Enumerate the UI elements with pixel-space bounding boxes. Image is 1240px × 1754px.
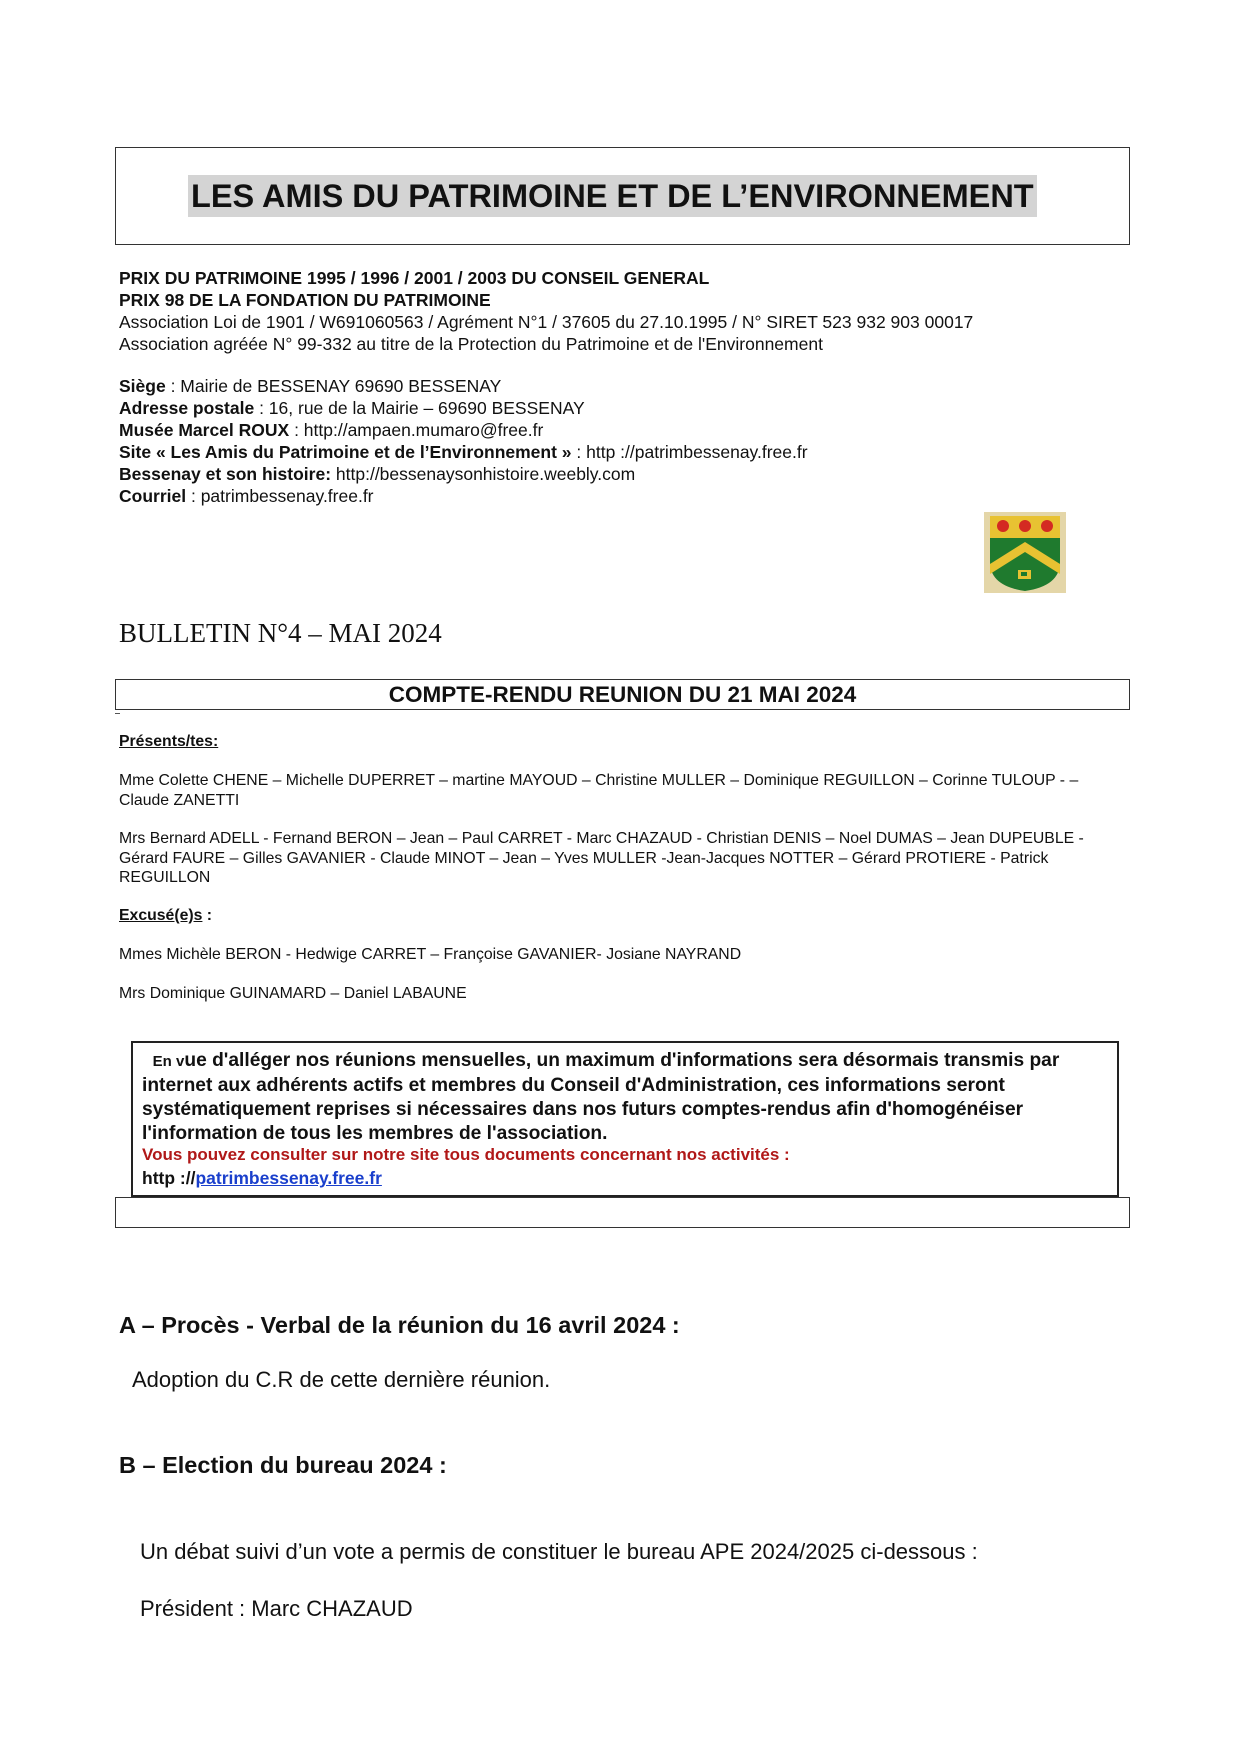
- divider: [115, 713, 120, 714]
- report-title: COMPTE-RENDU REUNION DU 21 MAI 2024: [388, 682, 857, 707]
- contact-value: http ://patrimbessenay.free.fr: [586, 442, 808, 462]
- contact-siege: [119, 375, 501, 397]
- contact-value: http://bessenaysonhistoire.weebly.com: [335, 464, 636, 484]
- excused-heading: [119, 906, 1129, 926]
- coat-of-arms-icon: [984, 512, 1066, 593]
- excused-heading-text: Excusé(e)s: [119, 907, 203, 924]
- contact-postal-address: [119, 397, 585, 419]
- page-title: LES AMIS DU PATRIMOINE ET DE L’ENVIRONNEMENT: [188, 175, 1037, 217]
- notice-link-line: [142, 1167, 382, 1189]
- contact-sep: :: [254, 398, 269, 418]
- present-men: Mrs Bernard ADELL - Fernand BERON – Jean – Paul CARRET - Marc CHAZAUD - Christian DENIS – Noel DUMAS – Jean DUPEUBLE - Gérard FAURE – Gilles GAVANIER - Claude MINOT – Jean – Yves MULLER -Jean-Jacques NOTTER – Gérard PROTIERE - Patrick REGUILLON: [119, 830, 1084, 886]
- report-title-box: [115, 679, 1130, 710]
- empty-box: [115, 1197, 1130, 1228]
- section-b-heading: B – Election du bureau 2024 :: [119, 1452, 447, 1478]
- contact-label: Siège: [119, 376, 166, 396]
- contact-sep: :: [289, 420, 304, 440]
- contact-sep: :: [571, 442, 587, 462]
- contact-label: Musée Marcel ROUX: [119, 420, 290, 440]
- contact-sep: :: [165, 376, 181, 396]
- site-link[interactable]: patrimbessenay.free.fr: [195, 1168, 382, 1188]
- contact-value: Mairie de BESSENAY 69690 BESSENAY: [180, 376, 502, 396]
- law-registration-line: Association Loi de 1901 / W691060563 / Agrément N°1 / 37605 du 27.10.1995 / N° SIRET 523 932 903 00017: [119, 312, 974, 332]
- title-box: [115, 147, 1130, 245]
- contact-history-site: [119, 463, 635, 485]
- prize-line-1: PRIX DU PATRIMOINE 1995 / 1996 / 2001 / 2003 DU CONSEIL GENERAL: [119, 268, 710, 288]
- contact-museum: [119, 419, 543, 441]
- contact-value: http://ampaen.mumaro@free.fr: [303, 420, 544, 440]
- contact-label: Site « Les Amis du Patrimoine et de l’Environnement »: [119, 442, 572, 462]
- section-a-heading: A – Procès - Verbal de la réunion du 16 avril 2024 :: [119, 1312, 680, 1338]
- present-women: Mme Colette CHENE – Michelle DUPERRET – martine MAYOUD – Christine MULLER – Dominique REGUILLON – Corinne TULOUP - – Claude ZANETTI: [119, 772, 1079, 809]
- contact-sep: :: [186, 486, 201, 506]
- contact-label: Adresse postale: [119, 398, 255, 418]
- notice-box: [131, 1041, 1119, 1197]
- section-a-text: Adoption du C.R de cette dernière réunion.: [132, 1367, 551, 1392]
- notice-body: ue d'alléger nos réunions mensuelles, un maximum d'informations sera désormais transmis par internet aux adhérents actifs et membres du Conseil d'Administration, ces informations seront systématiquement reprises si nécessaires dans nos futurs comptes-rendus afin d'homogénéiser l'information de tous les membres de l'association.: [142, 1050, 1060, 1144]
- excused-men: Mrs Dominique GUINAMARD – Daniel LABAUNE: [119, 985, 467, 1002]
- present-heading-text: Présents/tes:: [119, 733, 219, 750]
- excused-heading-suffix: :: [202, 907, 213, 924]
- bulletin-title: BULLETIN N°4 – MAI 2024: [119, 618, 442, 648]
- prize-line-2: PRIX 98 DE LA FONDATION DU PATRIMOINE: [119, 290, 491, 310]
- present-heading: [119, 732, 1129, 752]
- contact-value: 16, rue de la Mairie – 69690 BESSENAY: [268, 398, 585, 418]
- notice-lead: En v: [152, 1053, 185, 1070]
- link-prefix: http ://: [142, 1168, 196, 1188]
- president-line: Président : Marc CHAZAUD: [140, 1596, 413, 1621]
- approval-line: Association agréée N° 99-332 au titre de la Protection du Patrimoine et de l'Environnement: [119, 334, 823, 354]
- contact-value: patrimbessenay.free.fr: [200, 486, 374, 506]
- notice-text: [142, 1049, 1112, 1146]
- excused-women: Mmes Michèle BERON - Hedwige CARRET – Françoise GAVANIER- Josiane NAYRAND: [119, 946, 742, 963]
- contact-label: Courriel: [119, 486, 187, 506]
- contact-email: [119, 485, 374, 507]
- notice-red-text: Vous pouvez consulter sur notre site tous documents concernant nos activités :: [142, 1145, 790, 1164]
- section-b-text: Un débat suivi d’un vote a permis de constituer le bureau APE 2024/2025 ci-dessous :: [140, 1539, 978, 1564]
- contact-site: [119, 441, 808, 463]
- contact-label: Bessenay et son histoire:: [119, 464, 332, 484]
